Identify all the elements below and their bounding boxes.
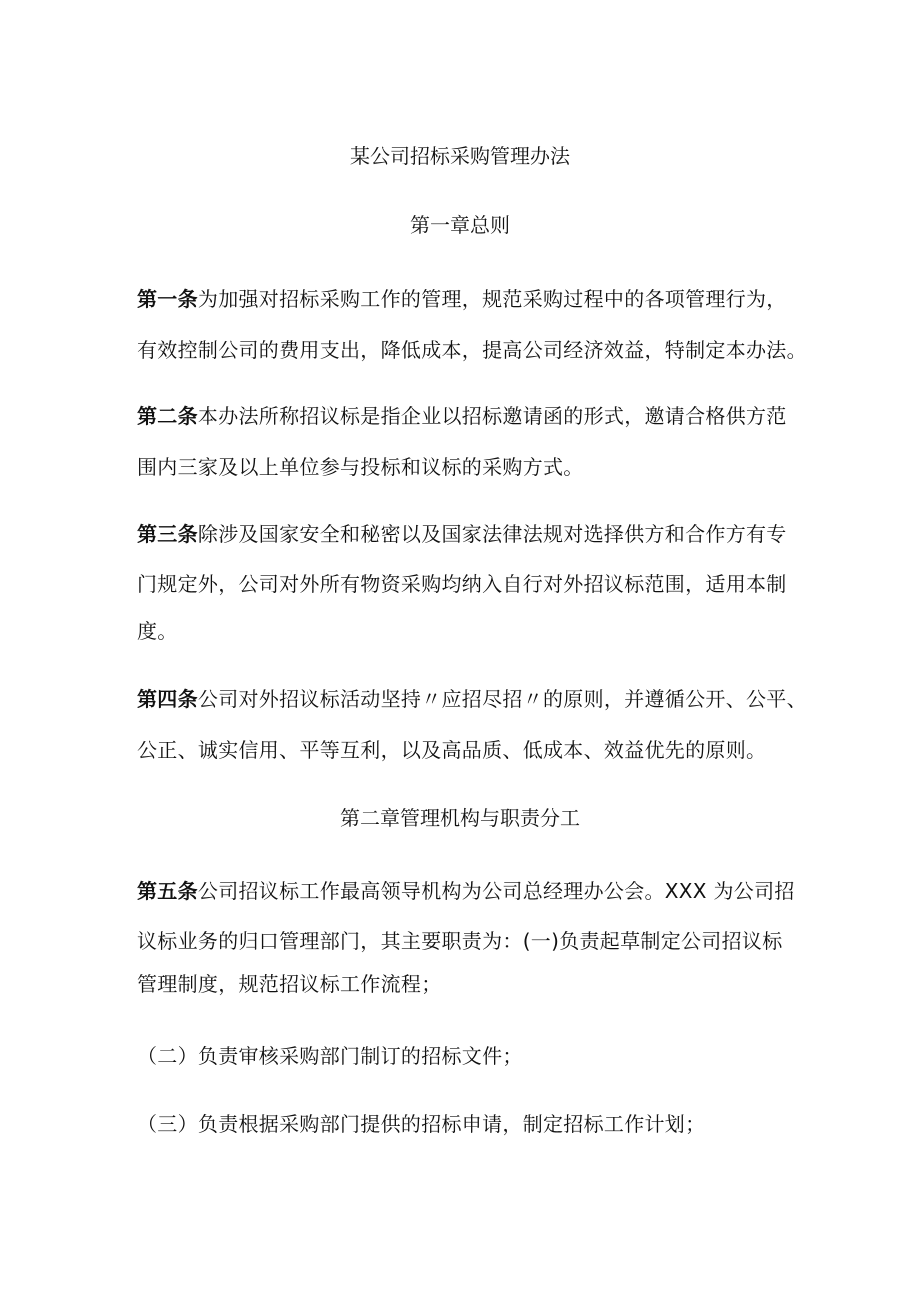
article1-line2: 有效控制公司的费用支出，降低成本，提高公司经济效益，特制定本办法。 [137,338,807,362]
article1-label: 第一条 [137,287,198,311]
article5-line3: 管理制度，规范招议标工作流程； [137,972,442,996]
article1-text1: 为加强对招标采购工作的管理，规范采购过程中的各项管理行为， [197,287,787,311]
article5-text1: 公司招议标工作最高领导机构为公司总经理办公会。XXX 为公司招 [197,879,795,903]
article2-line2: 围内三家及以上单位参与投标和议标的采购方式。 [137,455,584,479]
article1-line1 [137,285,787,313]
article5-label: 第五条 [137,879,198,903]
article3-line1 [137,520,787,548]
article3-line3: 度。 [137,619,178,643]
article4-line1 [137,685,807,713]
article2-text1: 本办法所称招议标是指企业以招标邀请函的形式，邀请合格供方范 [197,404,787,428]
article2-label: 第二条 [137,404,198,428]
article4-label: 第四条 [137,687,198,711]
article3-text1: 除涉及国家安全和秘密以及国家法律法规对选择供方和合作方有专 [197,522,787,546]
article3-line2: 门规定外，公司对外所有物资采购均纳入自行对外招议标范围，适用本制 [137,572,787,596]
article5-line1 [137,877,795,905]
article2-line1 [137,402,787,430]
document-title: 某公司招标采购管理办法 [350,144,570,168]
chapter1-heading: 第一章总则 [410,213,510,237]
item3: （三）负责根据采购部门提供的招标申请，制定招标工作计划； [137,1112,706,1136]
item2: （二）负责审核采购部门制订的招标文件； [137,1044,523,1068]
article5-line2: 议标业务的归口管理部门，其主要职责为：(一)负责起草制定公司招议标 [137,929,783,953]
chapter2-heading: 第二章管理机构与职责分工 [340,806,580,830]
article4-line2: 公正、诚实信用、平等互利，以及高品质、低成本、效益优先的原则。 [137,738,767,762]
article4-text1: 公司对外招议标活动坚持〃应招尽招〃的原则，并遵循公开、公平、 [197,687,807,711]
article3-label: 第三条 [137,522,198,546]
